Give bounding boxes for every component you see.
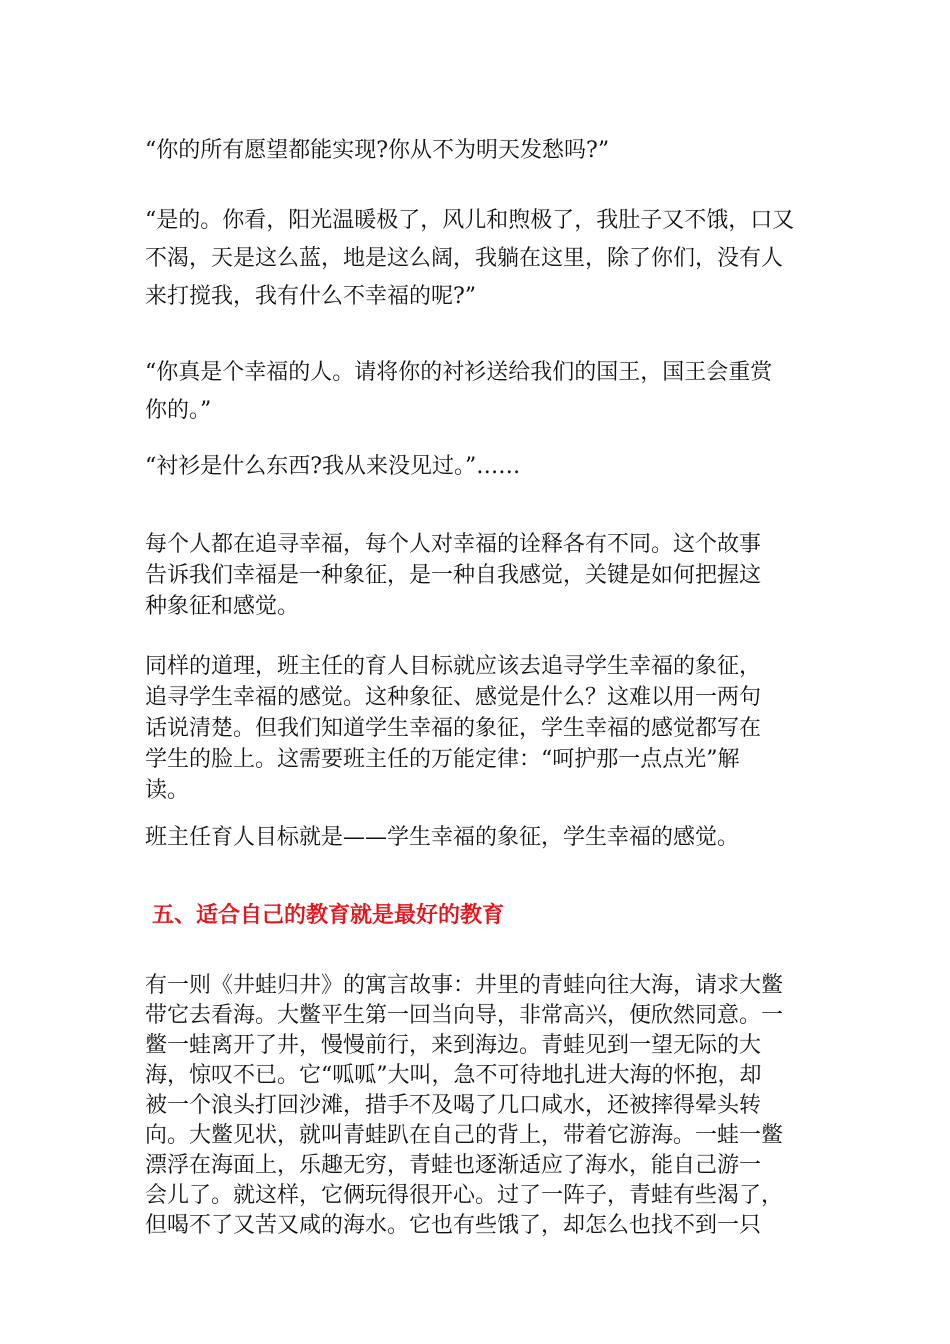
- text-line: “是的。你看，阳光温暖极了，风儿和煦极了，我肚子又不饿，口又: [145, 208, 795, 233]
- dialogue-paragraph-1: [145, 135, 810, 167]
- text-line: 带它去看海。大鳖平生第一回当向导，非常高兴，便欣然同意。一: [145, 1003, 784, 1028]
- text-line: 被一个浪头打回沙滩，措手不及喝了几口咸水，还被摔得晕头转: [145, 1093, 762, 1118]
- dialogue-paragraph-3: [145, 354, 810, 430]
- body-paragraph-happiness: [145, 529, 810, 622]
- text-line: “你的所有愿望都能实现?你从不为明天发愁吗?”: [145, 138, 610, 163]
- text-line: 读。: [145, 778, 190, 803]
- text-line: 学生的脸上。这需要班主任的万能定律：“呵护那一点点光”解: [145, 747, 740, 772]
- text-line: 每个人都在追寻幸福，每个人对幸福的诠释各有不同。这个故事: [145, 532, 762, 557]
- text-line: 漂浮在海面上，乐趣无穷，青蛙也逐渐适应了海水，能自己游一: [145, 1153, 762, 1178]
- text-line: 不渴，天是这么蓝，地是这么阔，我躺在这里，除了你们，没有人: [145, 246, 784, 271]
- text-line: 追寻学生幸福的感觉。这种象征、感觉是什么？这难以用一两句: [145, 685, 762, 710]
- text-line: 来打搅我，我有什么不幸福的呢?”: [145, 284, 477, 309]
- text-line: 海，惊叹不已。它“呱呱”大叫，急不可待地扎进大海的怀抱，却: [145, 1063, 762, 1088]
- text-line: 鳖一蛙离开了井，慢慢前行，来到海边。青蛙见到一望无际的大: [145, 1033, 762, 1058]
- text-line: 但喝不了又苦又咸的海水。它也有些饿了，却怎么也找不到一只: [145, 1213, 762, 1238]
- text-line: “你真是个幸福的人。请将你的衬衫送给我们的国王，国王会重赏: [145, 360, 773, 385]
- text-line: 种象征和感觉。: [145, 594, 300, 619]
- text-line: 同样的道理，班主任的育人目标就应该去追寻学生幸福的象征，: [145, 654, 762, 679]
- body-paragraph-teacher-goal: [145, 651, 810, 806]
- text-line: 告诉我们幸福是一种象征，是一种自我感觉，关键是如何把握这: [145, 563, 762, 588]
- text-line: 你的。”: [145, 398, 212, 423]
- text-line: 向。大鳖见状，就叫青蛙趴在自己的背上，带着它游海。一蛙一鳖: [145, 1123, 784, 1148]
- body-paragraph-conclusion: [145, 822, 810, 854]
- story-paragraph: [145, 971, 810, 1241]
- text-line: “衬衫是什么东西?我从来没见过。”……: [145, 454, 521, 479]
- dialogue-paragraph-4: [145, 451, 810, 483]
- text-line: 有一则《井蛙归井》的寓言故事：井里的青蛙向往大海，请求大鳖: [145, 973, 784, 998]
- section-heading: 五、适合自己的教育就是最好的教育: [152, 902, 505, 928]
- text-line: 班主任育人目标就是——学生幸福的象征，学生幸福的感觉。: [145, 825, 740, 850]
- text-line: 话说清楚。但我们知道学生幸福的象征，学生幸福的感觉都写在: [145, 716, 762, 741]
- text-line: 会儿了。就这样，它俩玩得很开心。过了一阵子，青蛙有些渴了，: [145, 1183, 784, 1208]
- dialogue-paragraph-2: [145, 202, 810, 316]
